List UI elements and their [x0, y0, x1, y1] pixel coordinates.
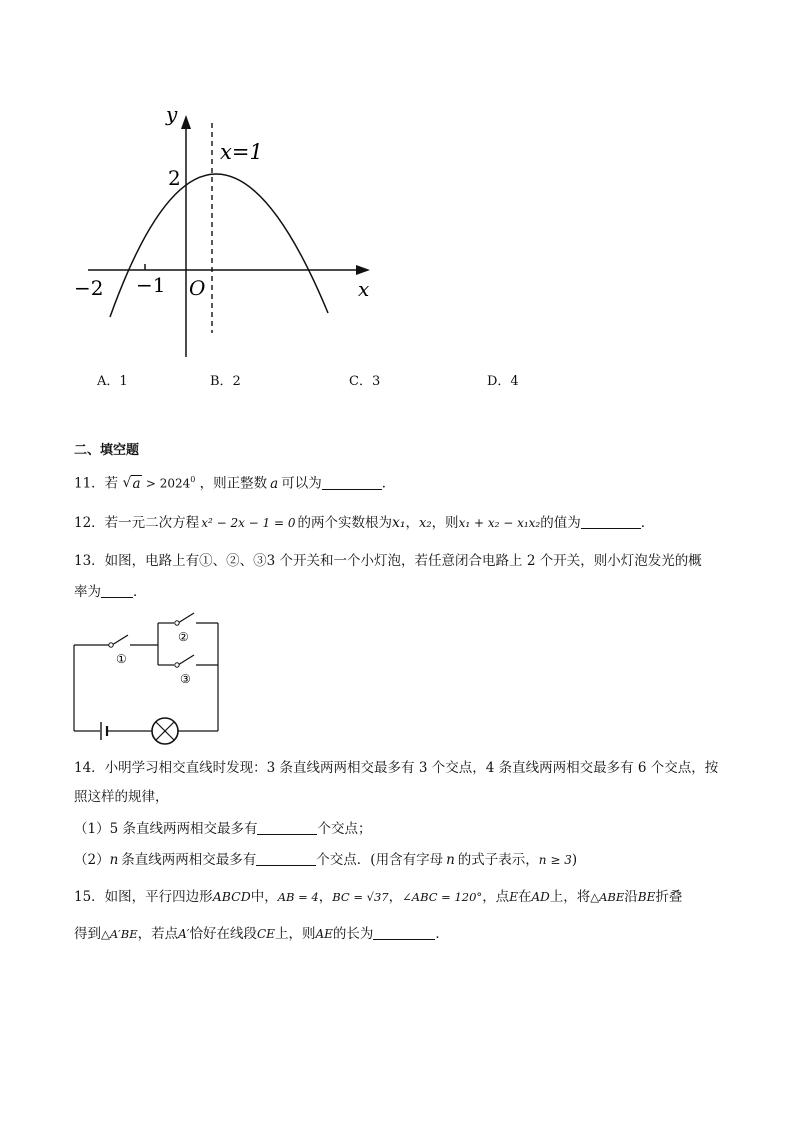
q12-number: 12．若一元二次方程 — [74, 515, 200, 531]
symmetry-axis-label: x=1 — [220, 140, 263, 164]
vertex-value-label: 2 — [168, 166, 181, 190]
question-14-line1: 14．小明学习相交直线时发现：3 条直线两两相交最多有 3 个交点，4 条直线两两相交最多有 6 个交点，按 — [74, 760, 719, 776]
switch-2-lever — [178, 613, 194, 623]
question-15-line1 — [74, 891, 682, 905]
q14-p1-pre: （1）5 条直线两两相交最多有 — [74, 821, 258, 837]
q15-l2-pre: 得到 — [74, 926, 101, 942]
question-12 — [74, 516, 654, 531]
q11-text: ，则正整数 — [199, 475, 268, 492]
switch-1-lever — [112, 635, 128, 645]
origin-label: O — [189, 276, 206, 300]
q11-number: 11．若 — [74, 475, 119, 492]
q12-x2: x₂ — [419, 516, 432, 531]
q15-ce: CE — [257, 927, 275, 941]
q12-comma: ， — [405, 515, 420, 531]
q15-tri1: △ABE — [590, 890, 625, 904]
q12-expr: x₁ + x₂ − x₁x₂ — [458, 516, 541, 530]
q15-ad: AD — [531, 890, 550, 904]
q12-tail: 的值为 — [540, 515, 581, 531]
q15-abcd: ABCD — [212, 889, 251, 904]
option-a: A．1 — [97, 374, 128, 389]
q15-zhong: 中， — [250, 889, 278, 905]
q14-p2-mid: 条直线两两相交最多有 — [121, 852, 257, 868]
tick-neg2-label: −2 — [74, 276, 104, 300]
q15-ab: AB = 4 — [277, 890, 319, 904]
q15-blank[interactable] — [373, 927, 435, 940]
q15-l2-mid2: 恰好在线段 — [189, 926, 257, 942]
q15-e: E — [509, 890, 518, 904]
section-title: 二、填空题 — [74, 443, 140, 458]
question-14-line2: 照这样的规律， — [74, 789, 169, 805]
q14-p2-post: 个交点．(用含有字母 — [316, 852, 444, 868]
question-11 — [74, 476, 395, 491]
tick-neg1-label: −1 — [136, 273, 166, 297]
q14-p1-blank[interactable] — [257, 822, 317, 835]
q11-ineq: > 2024 — [145, 476, 191, 491]
q14-p2-n2: n — [446, 852, 455, 868]
q12-x1: x₁ — [392, 515, 406, 531]
x-axis-label: x — [358, 277, 370, 301]
parabola-graph — [60, 95, 390, 365]
q11-end: ． — [381, 475, 396, 492]
q15-zai: 在 — [517, 889, 532, 905]
switch-1-label: ① — [116, 652, 127, 666]
q15-l2-tail: 的长为 — [332, 926, 374, 942]
q13-end: ． — [133, 584, 147, 600]
q15-l2-mid: ，若点 — [137, 926, 179, 942]
q15-c2: ， — [388, 889, 403, 905]
switch-2-label: ② — [178, 630, 189, 644]
q12-end: ． — [640, 515, 655, 531]
q15-c3: ，点 — [482, 889, 510, 905]
q15-ae: AE — [315, 927, 333, 941]
q15-shang: 上，将 — [549, 889, 591, 905]
q15-pre: 15．如图，平行四边形 — [74, 889, 213, 905]
q12-blank[interactable] — [581, 516, 641, 529]
q11-exponent: 0 — [190, 475, 196, 484]
q14-p2-blank[interactable] — [256, 853, 316, 866]
question-15-line2 — [74, 927, 449, 942]
option-c: C．3 — [349, 374, 381, 389]
q11-sqrt: √ a — [122, 474, 141, 492]
q11-sqrt-var: a — [132, 475, 141, 492]
q15-ap: A′ — [178, 927, 190, 941]
q14-p2-tail: 的式子表示， — [457, 852, 539, 868]
circuit-diagram — [66, 605, 226, 745]
q12-equation: x² − 2x − 1 = 0 — [201, 516, 296, 530]
option-b: B．2 — [210, 374, 241, 389]
q15-tri2: △A′BE — [101, 927, 138, 941]
switch-3-lever — [178, 655, 194, 665]
q15-yan: 沿 — [624, 889, 638, 905]
q15-angle: ∠ABC = 120° — [402, 890, 483, 904]
question-13-line1: 13．如图，电路上有①、②、③3 个开关和一个小灯泡，若任意闭合电路上 2 个开关，则小灯泡发光的概 — [74, 553, 702, 569]
y-axis-arrow — [181, 115, 191, 129]
q11-var: a — [270, 475, 279, 492]
q14-p2-close: ) — [571, 852, 578, 868]
q13-blank[interactable] — [101, 585, 133, 598]
q14-p2-pre: （2） — [74, 852, 110, 868]
q11-tail: 可以为 — [281, 475, 322, 492]
q15-l2-mid3: 上，则 — [274, 926, 316, 942]
q15-bc: BC = √37 — [332, 890, 389, 904]
question-13-line2 — [74, 585, 147, 600]
switch-3-label: ③ — [180, 672, 191, 686]
q14-p2-n: n — [109, 852, 119, 868]
q14-p1-post: 个交点； — [317, 821, 372, 837]
q12-mid: 的两个实数根为 — [297, 515, 392, 531]
q14-p2-cond: n ≥ 3 — [538, 853, 572, 867]
q15-c1: ， — [318, 889, 333, 905]
q12-then: ，则 — [431, 515, 459, 531]
q15-end: ． — [435, 926, 449, 942]
q15-be: BE — [637, 890, 656, 904]
question-14-part2 — [74, 853, 577, 868]
q13-line2-text: 率为 — [74, 584, 101, 600]
y-axis-label: y — [166, 102, 178, 126]
x-axis-arrow — [356, 265, 370, 275]
q11-blank[interactable] — [322, 477, 382, 490]
option-d: D．4 — [487, 374, 519, 389]
q15-fold: 折叠 — [655, 889, 683, 905]
question-14-part1 — [74, 822, 371, 837]
